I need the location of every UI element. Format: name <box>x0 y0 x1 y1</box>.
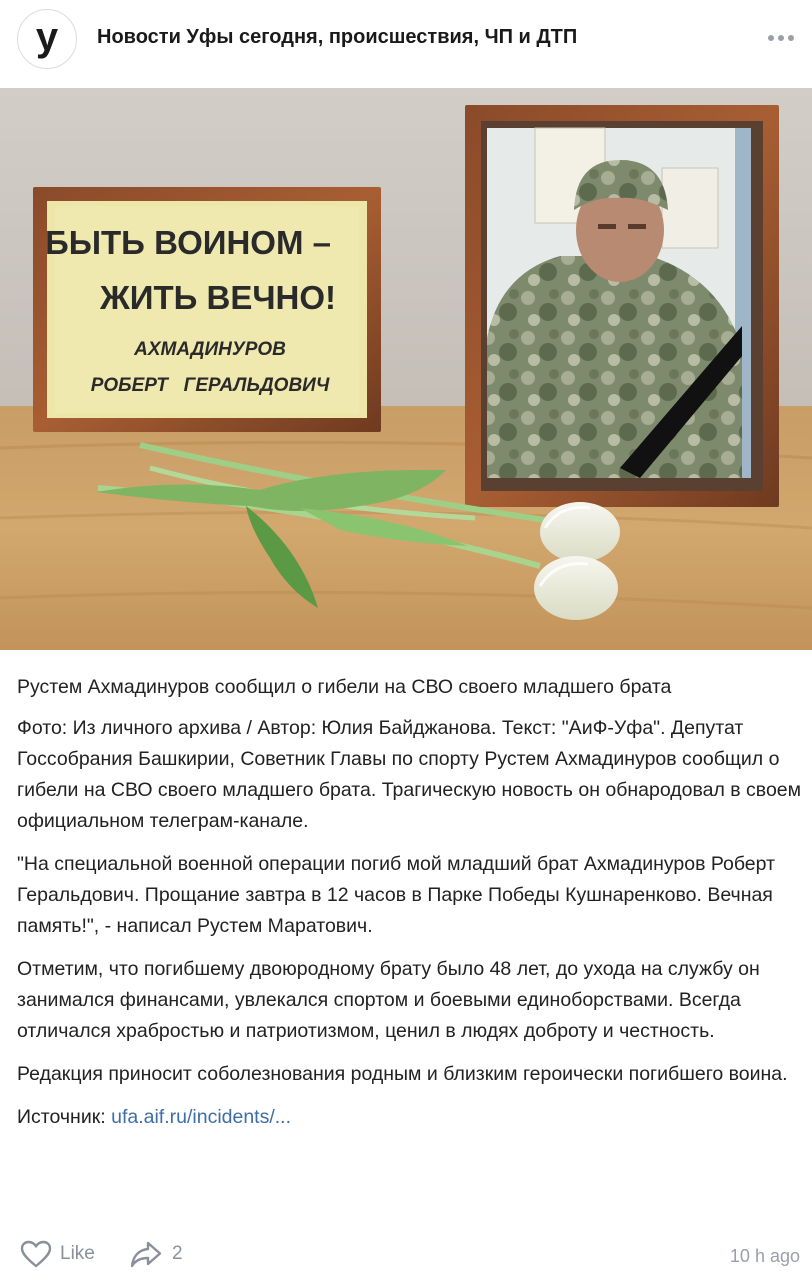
avatar-letter: у <box>35 15 59 59</box>
more-options-icon[interactable] <box>766 28 796 48</box>
source-label: Источник: <box>17 1106 106 1128</box>
post-lead: Рустем Ахмадинуров сообщил о гибели на СВО своего младшего брата <box>17 676 672 698</box>
source-link[interactable]: ufa.aif.ru/incidents/... <box>111 1106 292 1128</box>
post-header <box>0 0 812 88</box>
share-count: 2 <box>172 1243 183 1264</box>
post-footer <box>0 1236 812 1280</box>
sign-line-2: ЖИТЬ ВЕЧНО! <box>99 279 337 316</box>
post-source <box>17 1102 802 1133</box>
like-button[interactable] <box>20 1240 95 1268</box>
post-paragraph-1: Фото: Из личного архива / Автор: Юлия Байджанова. Текст: "АиФ-Уфа". Депутат Госсобрания Башкирии, Советник Главы по спорту Рустем Ахмадинуров сообщил о гибели на СВО своего младшего брата. Трагическую новость он обнародовал в своем официальном телеграм-канале. <box>17 717 802 832</box>
like-label: Like <box>60 1243 95 1264</box>
post-paragraph-3: Отметим, что погибшему двоюродному брату было 48 лет, до ухода на службу он занимался финансами, увлекался спортом и боевыми единоборствами. Всегда отличался храбростью и патриотизмом, ценил в людях доброту и честность. <box>17 958 760 1042</box>
heart-icon <box>20 1240 52 1268</box>
post-paragraph-4: Редакция приносит соболезнования родным и близким героически погибшего воина. <box>17 1063 788 1085</box>
post-photo[interactable] <box>0 88 812 650</box>
sign-line-4: РОБЕРТ ГЕРАЛЬДОВИЧ <box>90 375 330 396</box>
share-button[interactable] <box>130 1240 183 1268</box>
post-paragraph-2: "На специальной военной операции погиб мой младший брат Ахмадинуров Роберт Геральдович. Прощание завтра в 12 часов в Парке Победы Кушнаренково. Вечная память!", - написал Рустем Маратович. <box>17 853 775 937</box>
sign-line-3: АХМАДИНУРОВ <box>134 339 286 360</box>
community-title[interactable]: Новости Уфы сегодня, происшествия, ЧП и ДТП <box>97 26 578 48</box>
share-icon <box>130 1240 162 1268</box>
post-body <box>17 672 802 1145</box>
post-timestamp: 10 h ago <box>729 1246 800 1266</box>
community-avatar[interactable] <box>17 9 77 69</box>
sign-line-1: БЫТЬ ВОИНОМ – <box>45 224 331 261</box>
